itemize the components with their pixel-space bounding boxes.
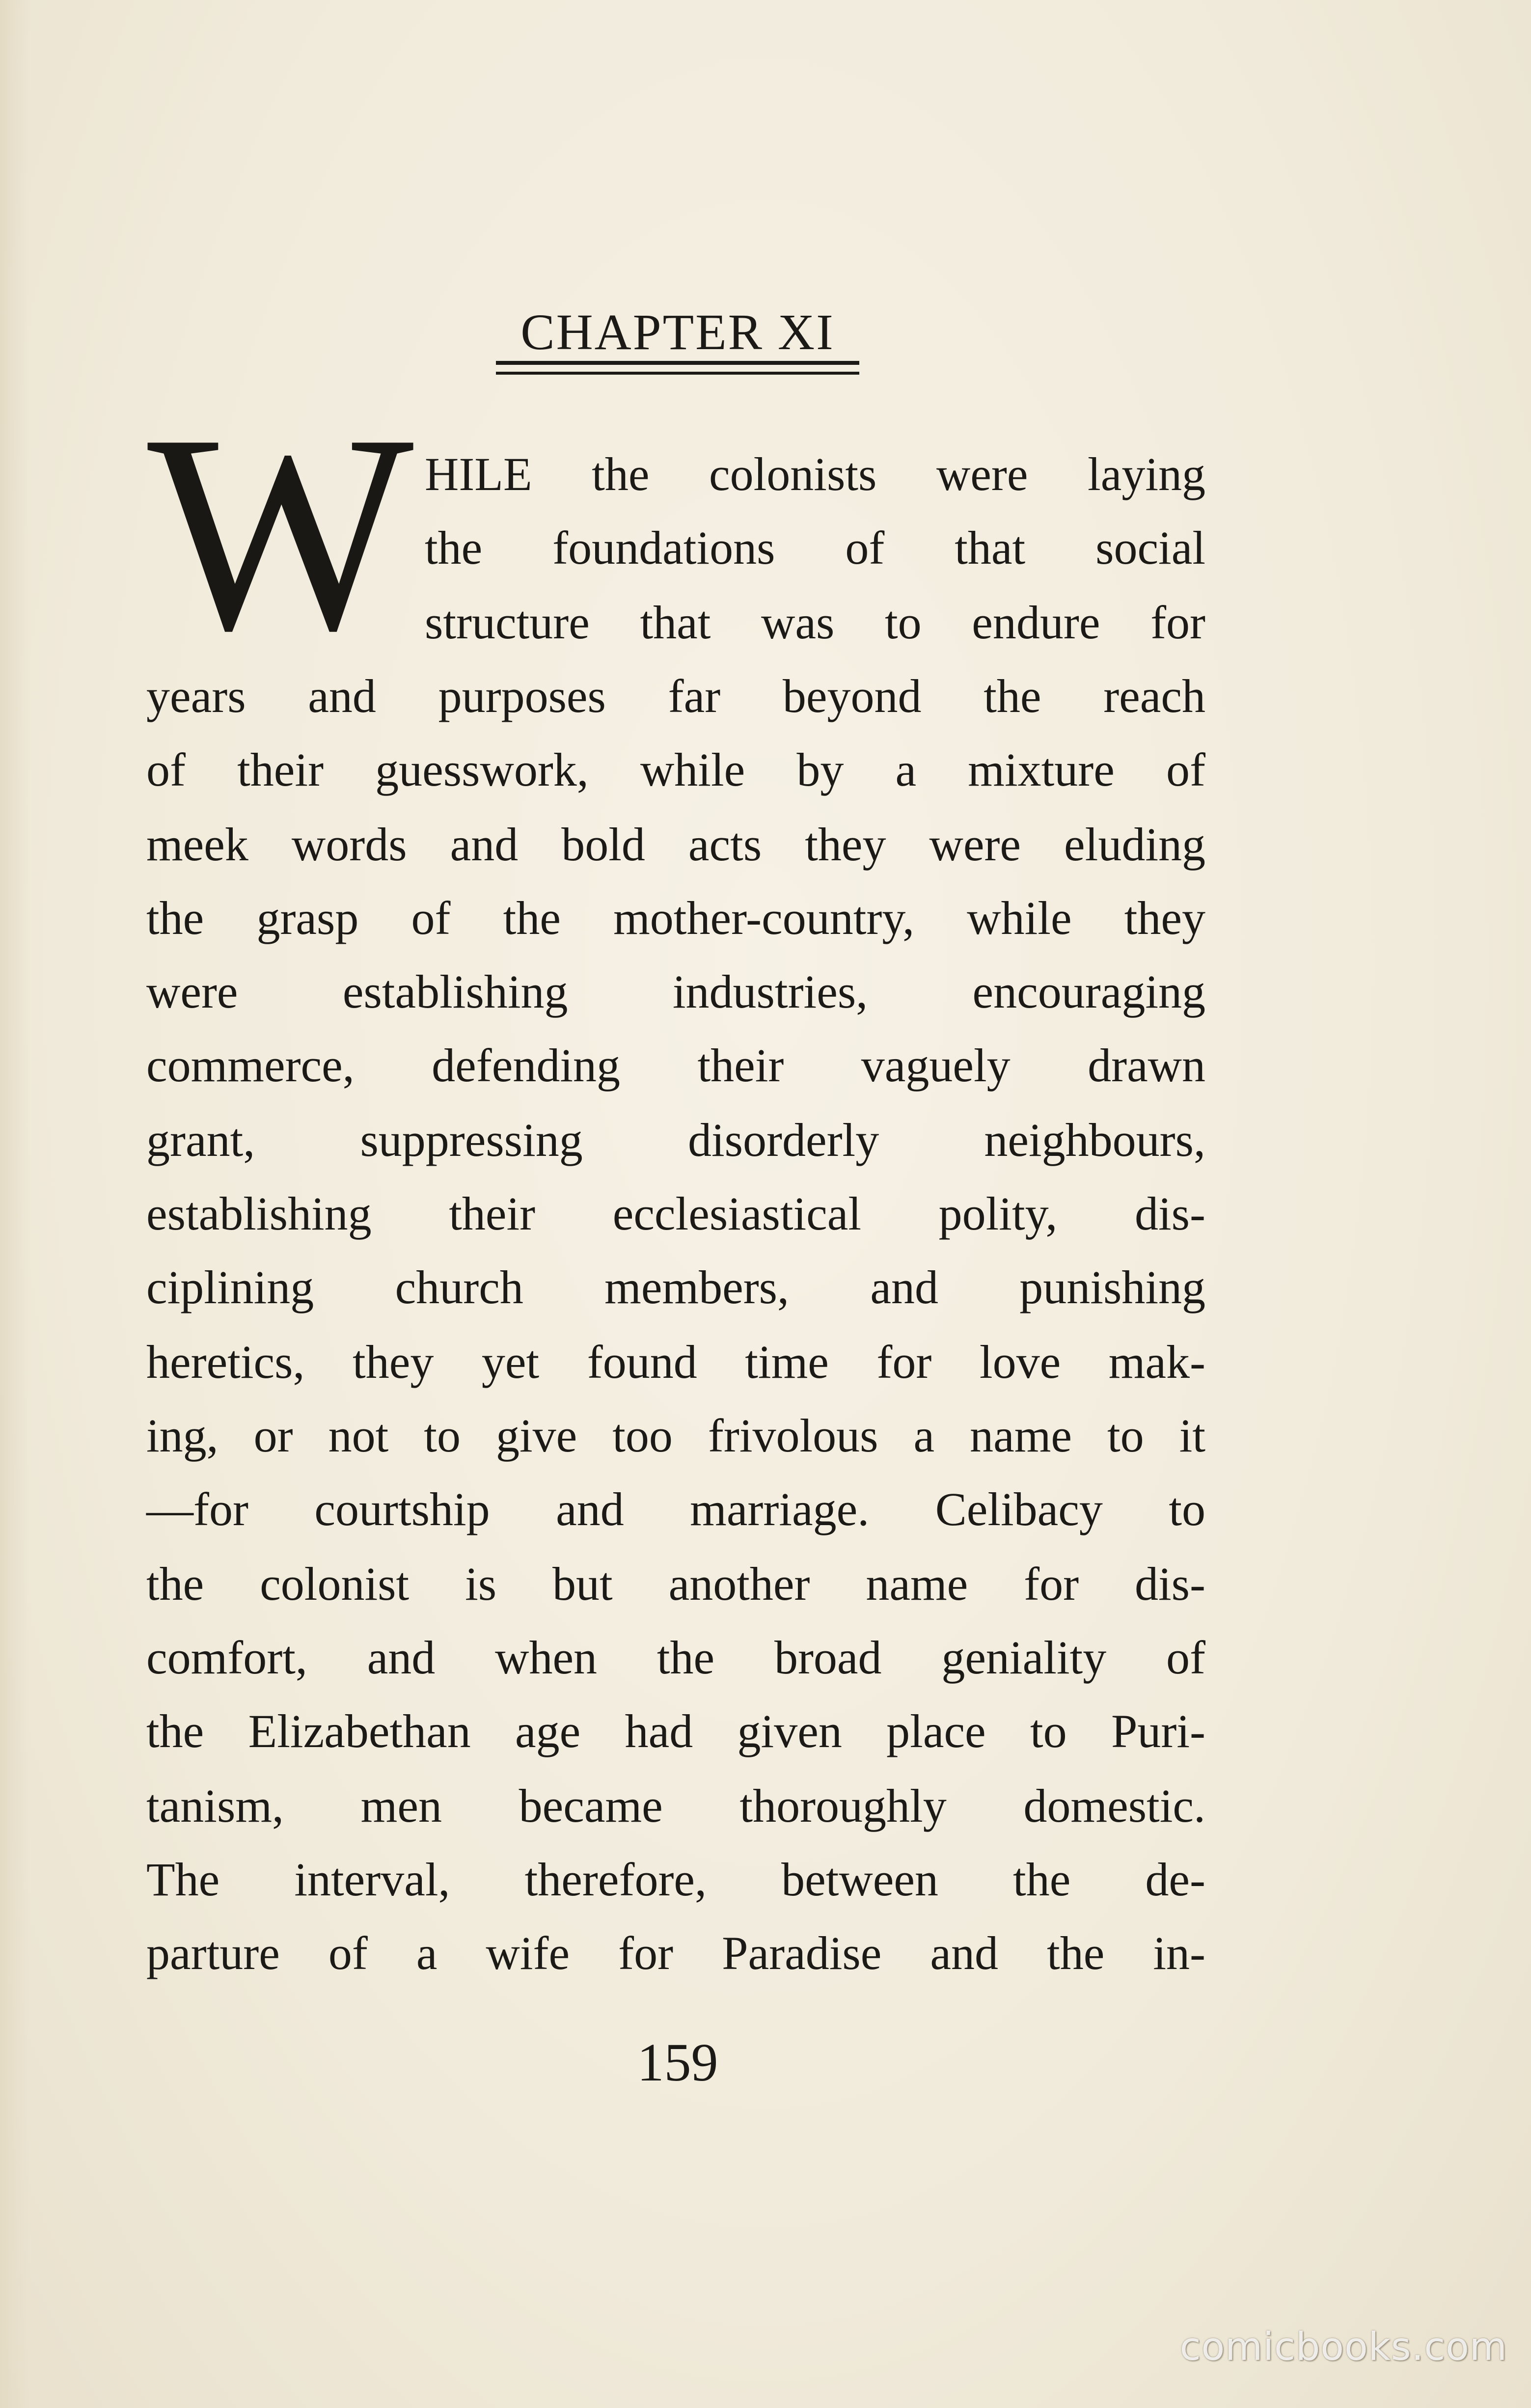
page-number: 159 [637,2032,718,2092]
text-line: grant, suppressing disorderly neighbours, [146,1114,1205,1166]
text-line: the colonist is but another name for dis- [146,1558,1205,1610]
text-line: the Elizabethan age had given place to Puri- [146,1705,1205,1757]
text-line: commerce, defending their vaguely drawn [146,1039,1205,1092]
text-line: heretics, they yet found time for love mak- [146,1336,1205,1388]
text-line: years and purposes far beyond the reach [146,670,1205,722]
watermark: comicbooks.com [1179,2325,1507,2369]
text-line: were establishing industries, encouraging [146,965,1205,1018]
text-line: of their guesswork, while by a mixture of [146,743,1205,796]
chapter-rule-bottom [496,372,859,375]
text-line: ing, or not to give too frivolous a name to it [146,1409,1205,1462]
text-line: establishing their ecclesiastical polity, dis- [146,1187,1205,1240]
text-line: comfort, and when the broad geniality of [146,1631,1205,1684]
text-line: The interval, therefore, between the de- [146,1853,1205,1906]
text-line: —for courtship and marriage. Celibacy to [146,1483,1205,1535]
drop-cap: W [147,377,414,689]
text-line: parture of a wife for Paradise and the in- [146,1927,1205,1979]
text-line: the grasp of the mother-country, while they [146,892,1205,944]
text-line: ciplining church members, and punishing [146,1261,1205,1313]
text-line: tanism, men became thoroughly domestic. [146,1779,1205,1832]
text-line: HILE the colonists were laying [425,448,1205,500]
page-gutter-shadow [0,0,29,2408]
text-line: structure that was to endure for [425,596,1205,649]
chapter-heading: CHAPTER XI [520,304,835,360]
chapter-rule-top [496,361,859,365]
text-line: meek words and bold acts they were eluding [146,818,1205,871]
text-line: the foundations of that social [425,521,1205,574]
